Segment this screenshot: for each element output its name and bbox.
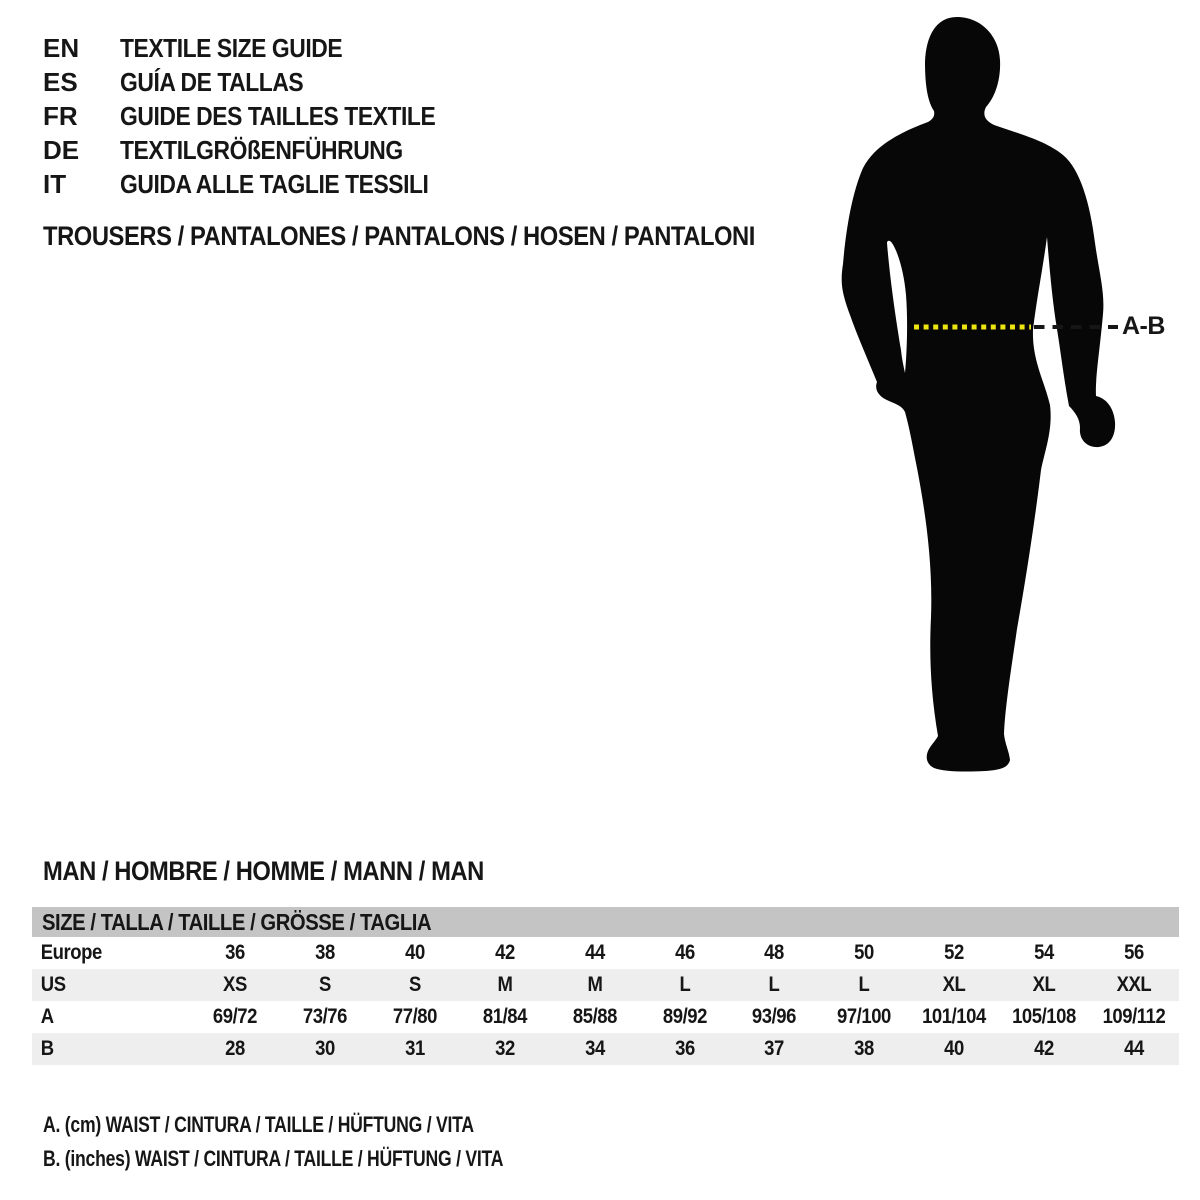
table-cell: 93/96 — [752, 1005, 797, 1028]
language-label: TEXTILGRÖßENFÜHRUNG — [120, 134, 403, 165]
row-label: A — [40, 1005, 54, 1028]
table-cell: 44 — [1124, 1037, 1144, 1060]
language-label: GUÍA DE TALLAS — [120, 66, 304, 97]
table-cell: 40 — [404, 941, 425, 964]
table-cell: M — [497, 973, 513, 996]
language-code: DE — [43, 134, 80, 165]
table-cell: 31 — [404, 1037, 425, 1060]
table-cell: 105/108 — [1012, 1005, 1076, 1028]
table-cell: 46 — [674, 941, 695, 964]
table-cell: 56 — [1124, 941, 1144, 964]
language-row — [43, 167, 478, 201]
table-header-label: SIZE / TALLA / TAILLE / GRÖSSE / TAGLIA — [42, 908, 432, 935]
table-cell: 54 — [1034, 941, 1054, 964]
language-code: ES — [43, 66, 78, 97]
table-cell: L — [679, 973, 690, 996]
table-row-b-inches — [32, 1033, 1179, 1065]
category-title — [43, 221, 852, 251]
table-cell: S — [408, 973, 421, 996]
language-row — [43, 133, 478, 167]
language-row — [43, 65, 478, 99]
table-cell: 38 — [854, 1037, 875, 1060]
language-row — [43, 99, 478, 133]
table-cell: XXL — [1116, 973, 1152, 996]
table-cell: 37 — [764, 1037, 785, 1060]
table-cell: 89/92 — [662, 1005, 707, 1028]
table-cell: 50 — [854, 941, 875, 964]
table-cell: 40 — [944, 1037, 965, 1060]
table-cell: 38 — [315, 941, 335, 964]
table-cell: 42 — [494, 941, 515, 964]
table-cell: 28 — [225, 1037, 245, 1060]
table-cell: XS — [223, 973, 247, 996]
table-cell: 36 — [225, 941, 245, 964]
man-section-title — [43, 858, 544, 884]
table-cell: 101/104 — [922, 1005, 987, 1028]
language-label: TEXTILE SIZE GUIDE — [120, 32, 343, 63]
table-cell: 42 — [1034, 1037, 1054, 1060]
category-title-text: TROUSERS / PANTALONES / PANTALONS / HOSEN / PANTALONI — [43, 221, 755, 251]
language-label: GUIDA ALLE TAGLIE TESSILI — [120, 168, 429, 199]
table-cell: 109/112 — [1102, 1005, 1166, 1028]
table-cell: 30 — [315, 1037, 335, 1060]
table-cell: 81/84 — [482, 1005, 527, 1028]
man-silhouette-shape — [842, 17, 1115, 772]
table-row-europe — [32, 937, 1179, 969]
language-list — [43, 31, 478, 201]
table-cell: 69/72 — [212, 1005, 257, 1028]
size-table — [32, 907, 1179, 1065]
table-cell: S — [318, 973, 331, 996]
language-code: IT — [43, 168, 67, 199]
language-row — [43, 31, 478, 65]
table-cell: M — [587, 973, 603, 996]
row-label: Europe — [40, 941, 102, 964]
table-cell: 34 — [584, 1037, 605, 1060]
table-cell: 32 — [494, 1037, 515, 1060]
language-code: EN — [43, 32, 80, 63]
table-header-row — [32, 907, 1179, 937]
footnote-b: B. (inches) WAIST / CINTURA / TAILLE / HÜFTUNG / VITA — [43, 1146, 504, 1171]
table-cell: XL — [942, 973, 966, 996]
row-label: US — [40, 973, 66, 996]
table-row-a-cm — [32, 1001, 1179, 1033]
table-cell: 85/88 — [572, 1005, 617, 1028]
language-code: FR — [43, 100, 78, 131]
language-label: GUIDE DES TAILLES TEXTILE — [120, 100, 436, 131]
waist-measure-label: A-B — [1122, 312, 1165, 340]
table-row-us — [32, 969, 1179, 1001]
table-cell: L — [768, 973, 780, 996]
man-section-title-text: MAN / HOMBRE / HOMME / MANN / MAN — [43, 856, 484, 886]
table-cell: 36 — [674, 1037, 695, 1060]
table-cell: 52 — [944, 941, 965, 964]
table-cell: L — [858, 973, 870, 996]
footnote-a: A. (cm) WAIST / CINTURA / TAILLE / HÜFTUNG / VITA — [43, 1112, 474, 1137]
table-cell: 73/76 — [302, 1005, 347, 1028]
table-cell: 44 — [584, 941, 605, 964]
table-cell: 48 — [764, 941, 785, 964]
table-cell: 77/80 — [392, 1005, 437, 1028]
table-cell: 97/100 — [837, 1005, 892, 1028]
table-cell: XL — [1032, 973, 1056, 996]
row-label: B — [40, 1037, 54, 1060]
